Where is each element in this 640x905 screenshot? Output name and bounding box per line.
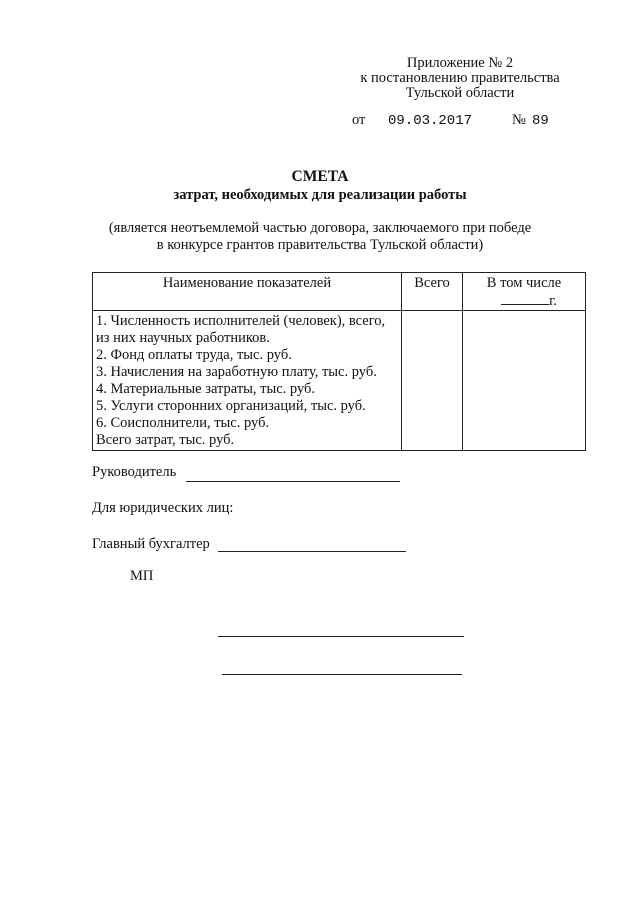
estimate-table — [92, 272, 586, 451]
decree-date: 09.03.2017 — [388, 113, 473, 129]
indicators-cell — [93, 311, 402, 451]
document-note-line1: (является неотъемлемой частью договора, заключаемого при победе — [108, 220, 532, 236]
annex-number: Приложение № 2 — [406, 55, 514, 71]
table-row: 6. Соисполнители, тыс. руб. — [96, 415, 270, 431]
document-note — [0, 220, 640, 254]
document-subtitle: затрат, необходимых для реализации работы — [173, 187, 467, 203]
decree-number-label: № — [512, 112, 526, 128]
table-row: из них научных работников. — [96, 330, 270, 346]
table-row: 4. Материальные затраты, тыс. руб. — [96, 381, 316, 397]
annex-header — [330, 56, 590, 101]
decree-from-label: от — [352, 112, 366, 128]
document-title: СМЕТА — [291, 168, 349, 185]
table-row: 1. Численность исполнителей (человек), всего, — [96, 313, 386, 329]
header-including — [463, 273, 586, 311]
legal-entities-label: Для юридических лиц: — [92, 500, 234, 516]
table-row: 2. Фонд оплаты труда, тыс. руб. — [96, 347, 292, 363]
header-year-suffix: г. — [549, 293, 557, 309]
header-name: Наименование показателей — [93, 273, 402, 311]
head-signature-line — [186, 481, 400, 482]
decree-number: 89 — [532, 113, 549, 129]
header-total: Всего — [402, 273, 463, 311]
total-cell — [402, 311, 463, 451]
blank-line-1 — [218, 636, 464, 637]
including-cell — [463, 311, 586, 451]
head-label: Руководитель — [92, 464, 177, 480]
stamp-label: МП — [130, 568, 154, 584]
chief-accountant-label: Главный бухгалтер — [92, 536, 210, 552]
blank-line-2 — [222, 674, 462, 675]
table-header-row — [93, 273, 586, 311]
table-row: 3. Начисления на заработную плату, тыс. руб. — [96, 364, 377, 380]
table-body-row — [93, 311, 586, 451]
header-including-label: В том числе — [486, 275, 562, 291]
header-year — [463, 292, 585, 310]
table-row: 5. Услуги сторонних организаций, тыс. руб. — [96, 398, 366, 414]
annex-decree-ref: к постановлению правительства — [360, 70, 560, 86]
chief-accountant-signature-line — [218, 551, 406, 552]
table-row: Всего затрат, тыс. руб. — [96, 432, 235, 448]
annex-region: Тульской области — [405, 85, 515, 101]
year-blank — [501, 292, 549, 305]
document-note-line2: в конкурсе грантов правительства Тульской области) — [156, 237, 484, 253]
